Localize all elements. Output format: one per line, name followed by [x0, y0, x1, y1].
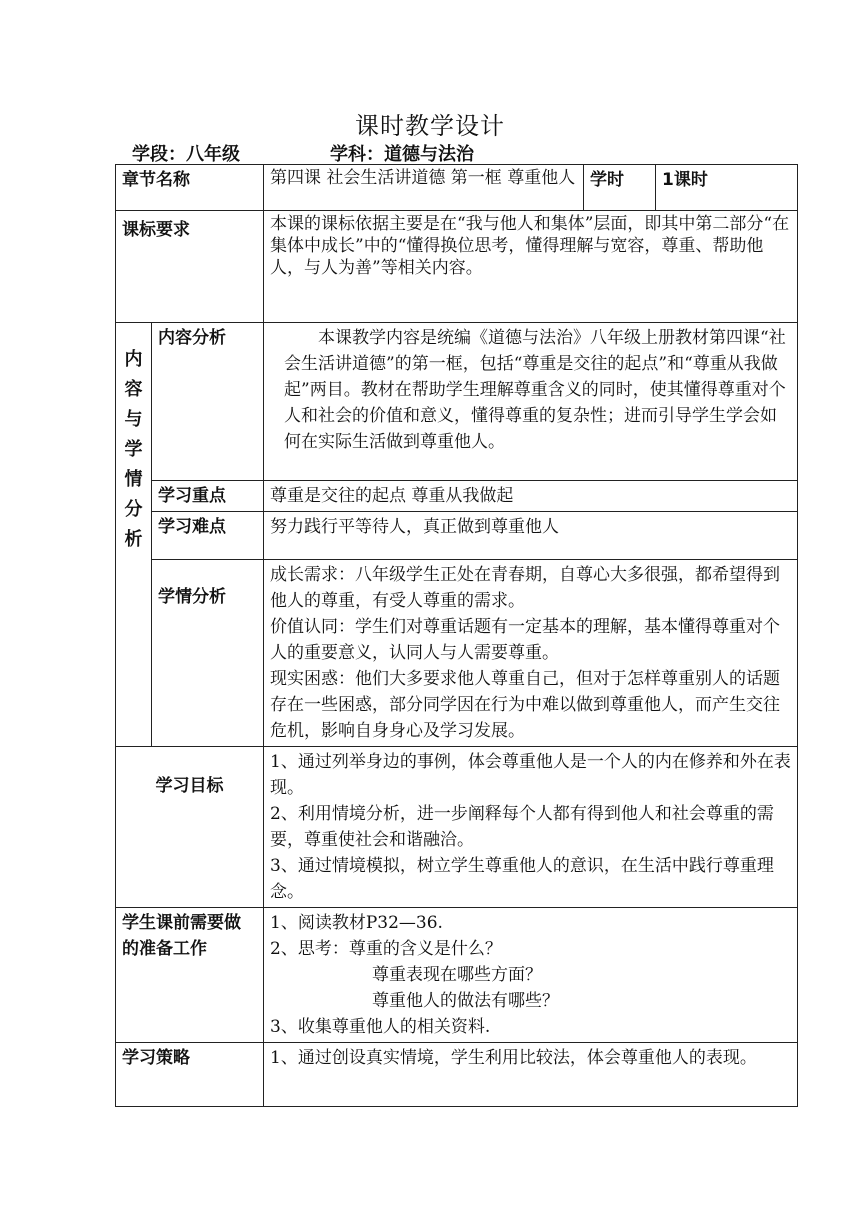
- period-value: 1课时: [656, 165, 798, 211]
- document-title: 课时教学设计: [355, 112, 505, 140]
- grade-stage: 学段：八年级: [132, 144, 240, 165]
- preparation-label: 学生课前需要做的准备工作: [116, 908, 264, 1043]
- analysis-group-label: 内 容 与 学 情 分 析: [116, 323, 152, 747]
- key-points-label: 学习重点: [152, 481, 264, 512]
- subject: 学科：道德与法治: [330, 144, 474, 165]
- learning-goals-label: 学习目标: [116, 747, 264, 908]
- learner-analysis-label: 学情分析: [152, 560, 264, 747]
- difficulty-value: 努力践行平等待人，真正做到尊重他人: [264, 512, 798, 560]
- standard-label: 课标要求: [116, 211, 264, 323]
- standard-value: 本课的课标依据主要是在“我与他人和集体”层面，即其中第二部分“在集体中成长”中的“懂得换位思考，懂得理解与宽容，尊重、帮助他人，与人为善”等相关内容。: [264, 211, 798, 323]
- content-analysis-value: 本课教学内容是统编《道德与法治》八年级上册教材第四课“社会生活讲道德”的第一框，包括“尊重是交往的起点”和“尊重从我做起”两目。教材在帮助学生理解尊重含义的同时，使其懂得尊重对个人和社会的价值和意义，懂得尊重的复杂性；进而引导学生学会如何在实际生活做到尊重他人。: [264, 323, 798, 481]
- learning-goals-value: 1、通过列举身边的事例，体会尊重他人是一个人的内在修养和外在表现。 2、利用情境分析，进一步阐释每个人都有得到他人和社会尊重的需要，尊重使社会和谐融洽。 3、通过情境模拟，树立学生尊重他人的意识，在生活中践行尊重理念。: [264, 747, 798, 908]
- lesson-design-table: [115, 164, 798, 1107]
- preparation-value: 1、阅读教材P32—36. 2、思考：尊重的含义是什么？ 尊重表现在哪些方面？ 尊重他人的做法有哪些？ 3、收集尊重他人的相关资料.: [264, 908, 798, 1043]
- key-points-value: 尊重是交往的起点 尊重从我做起: [264, 481, 798, 512]
- strategy-label: 学习策略: [116, 1043, 264, 1107]
- difficulty-label: 学习难点: [152, 512, 264, 560]
- chapter-label: 章节名称: [116, 165, 264, 211]
- strategy-value: 1、通过创设真实情境，学生利用比较法，体会尊重他人的表现。: [264, 1043, 798, 1107]
- content-analysis-label: 内容分析: [152, 323, 264, 481]
- learner-analysis-value: 成长需求：八年级学生正处在青春期，自尊心大多很强，都希望得到他人的尊重，有受人尊重的需求。 价值认同：学生们对尊重话题有一定基本的理解，基本懂得尊重对个人的重要意义，认同人与人需要尊重。 现实困惑：他们大多要求他人尊重自己，但对于怎样尊重别人的话题存在一些困惑，部分同学因在行为中难以做到尊重他人，而产生交往危机，影响自身身心及学习发展。: [264, 560, 798, 747]
- chapter-value: 第四课 社会生活讲道德 第一框 尊重他人: [264, 165, 584, 211]
- period-label: 学时: [584, 165, 656, 211]
